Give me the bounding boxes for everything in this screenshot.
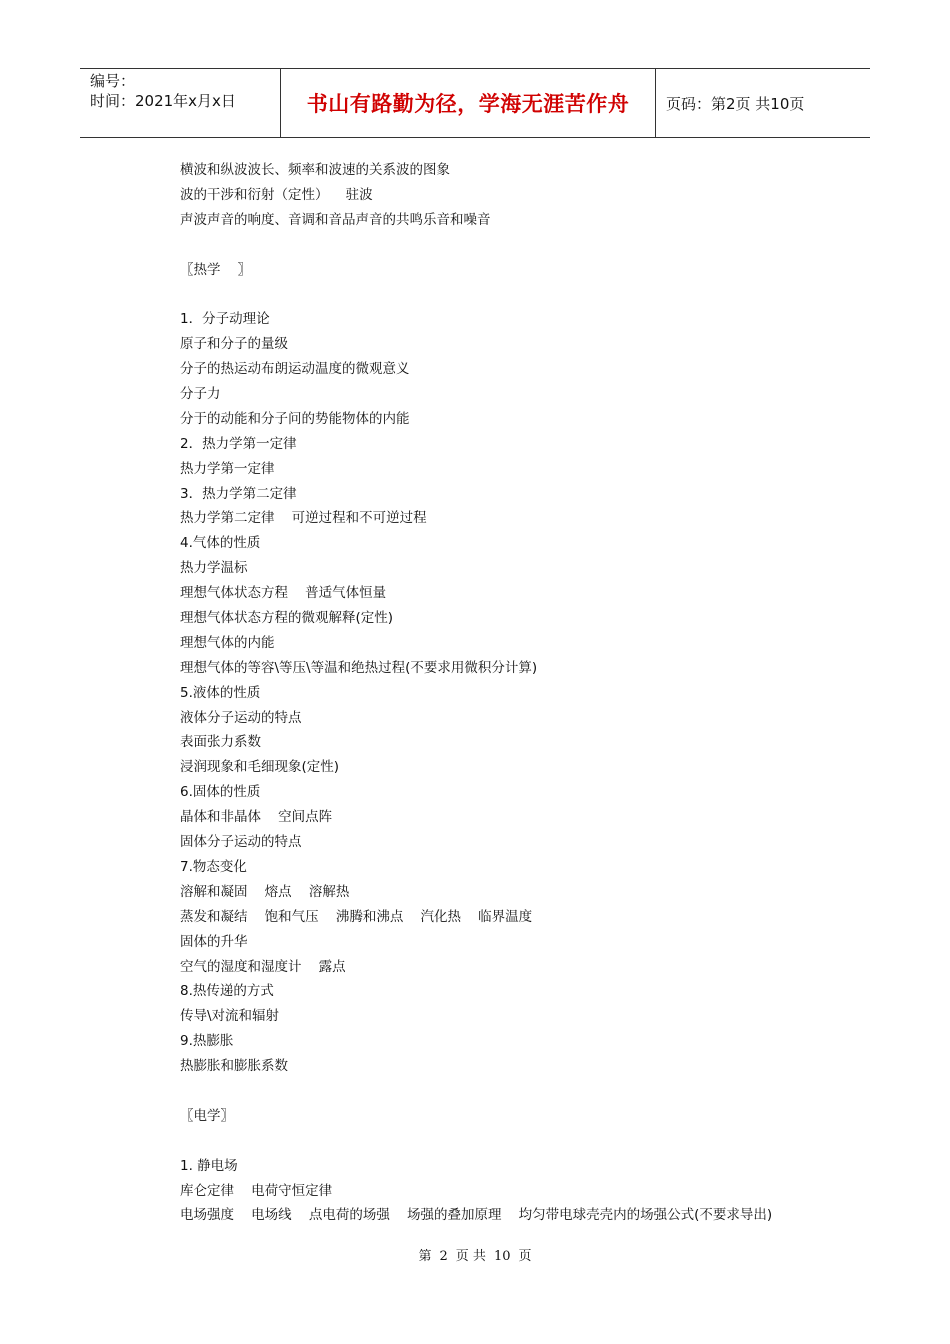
- page-info: 页码：第2页 共10页: [666, 94, 805, 113]
- text-line: 3．热力学第二定律: [180, 485, 297, 502]
- text-line: 浸润现象和毛细现象(定性): [180, 759, 340, 776]
- text-line: 晶体和非晶体 空间点阵: [180, 809, 333, 826]
- text-line: 热力学第一定律: [180, 460, 275, 477]
- text-line: 声波声音的响度、音调和音品声音的共鸣乐音和噪音: [180, 211, 491, 228]
- page-header: [80, 68, 870, 138]
- text-line: 〖电学〗: [180, 1107, 234, 1124]
- text-line: 7.物态变化: [180, 858, 247, 875]
- text-line: 电场强度 电场线 点电荷的场强 场强的叠加原理 均匀带电球壳壳内的场强公式(不要求导出): [180, 1207, 773, 1224]
- header-meta: [80, 69, 280, 137]
- text-line: 表面张力系数: [180, 734, 261, 751]
- document-body: [180, 158, 860, 1228]
- text-line: [180, 1079, 860, 1104]
- footer-total: 10: [493, 1249, 511, 1264]
- text-line: 空气的湿度和湿度计 露点: [180, 958, 346, 975]
- footer-page: 2: [439, 1249, 448, 1264]
- text-line: 1．分子动理论: [180, 311, 270, 328]
- page-footer: [0, 1245, 950, 1264]
- text-line: 2．热力学第一定律: [180, 435, 297, 452]
- text-line: 分于的动能和分子问的势能物体的内能: [180, 410, 410, 427]
- text-line: 固体的升华: [180, 933, 248, 950]
- text-line: 横波和纵波波长、频率和波速的关系波的图象: [180, 162, 450, 178]
- number-label: 编号：: [90, 72, 136, 90]
- text-line: 6.固体的性质: [180, 784, 261, 801]
- text-line: 理想气体状态方程的微观解释(定性): [180, 610, 394, 627]
- text-line: [180, 282, 860, 307]
- text-line: 〖热学 〗: [180, 261, 252, 278]
- text-line: 固体分子运动的特点: [180, 834, 302, 851]
- text-line: 传导\对流和辐射: [180, 1008, 280, 1025]
- text-line: [180, 233, 860, 258]
- text-line: 库仑定律 电荷守恒定律: [180, 1182, 333, 1199]
- text-line: 8.热传递的方式: [180, 983, 274, 1000]
- footer-prefix: 第: [418, 1249, 432, 1264]
- text-line: 热力学温标: [180, 560, 248, 577]
- text-line: [180, 1129, 860, 1154]
- text-line: 热力学第二定律 可逆过程和不可逆过程: [180, 510, 427, 527]
- text-line: 理想气体状态方程 普适气体恒量: [180, 585, 387, 602]
- motto: 书山有路勤为径，学海无涯苦作舟: [280, 69, 656, 137]
- time-label: 时间：2021年x月x日: [90, 92, 236, 110]
- text-line: 理想气体的内能: [180, 634, 275, 651]
- text-line: 1. 静电场: [180, 1157, 238, 1174]
- text-line: 理想气体的等容\等压\等温和绝热过程(不要求用微积分计算): [180, 659, 538, 676]
- text-line: 5.液体的性质: [180, 684, 261, 701]
- text-line: 4.气体的性质: [180, 535, 261, 552]
- text-line: 波的干涉和衍射（定性） 驻波: [180, 186, 373, 203]
- text-line: 蒸发和凝结 饱和气压 沸腾和沸点 汽化热 临界温度: [180, 908, 533, 925]
- text-line: 原子和分子的量级: [180, 336, 288, 353]
- text-line: 9.热膨胀: [180, 1033, 234, 1050]
- text-line: 分子的热运动布朗运动温度的微观意义: [180, 361, 410, 378]
- text-line: 液体分子运动的特点: [180, 709, 302, 726]
- text-line: 分子力: [180, 386, 221, 403]
- footer-mid: 页 共: [455, 1249, 486, 1264]
- footer-suffix: 页: [518, 1249, 532, 1264]
- text-line: 溶解和凝固 熔点 溶解热: [180, 883, 350, 900]
- text-line: 热膨胀和膨胀系数: [180, 1058, 288, 1075]
